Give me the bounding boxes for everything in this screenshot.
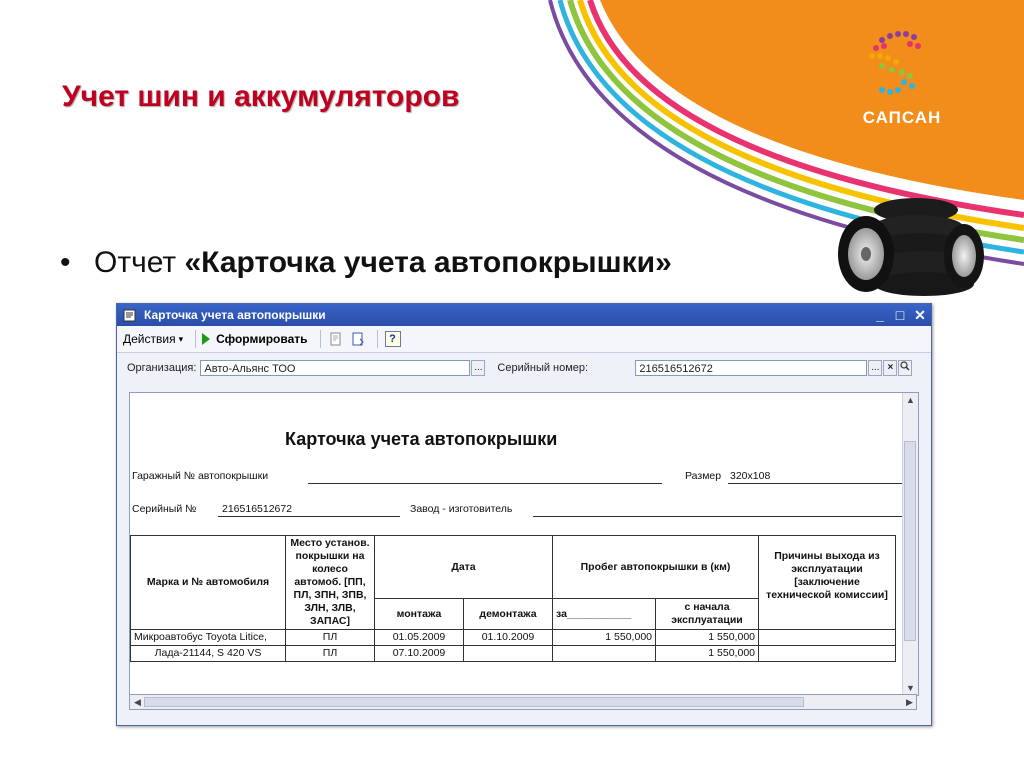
row-mount: 07.10.2009	[375, 646, 464, 662]
vertical-scrollbar[interactable]	[902, 393, 918, 695]
report-window	[116, 303, 932, 726]
toolbar-divider	[377, 330, 378, 348]
bullet-marker: •	[60, 246, 71, 279]
logo-text: САПСАН	[862, 108, 942, 127]
window-titlebar[interactable]	[117, 304, 931, 326]
serial-number-label: Серийный номер:	[497, 362, 589, 374]
header-date: Дата	[375, 536, 553, 599]
vertical-scroll-thumb[interactable]	[904, 441, 916, 641]
row-car: Лада-21144, S 420 VS	[131, 646, 286, 662]
horizontal-scroll-thumb[interactable]	[144, 697, 804, 707]
report-sheet[interactable]	[129, 392, 919, 696]
header-za: за___________	[553, 599, 656, 630]
serial-number-report-label: Серийный №	[132, 503, 197, 515]
maximize-button[interactable]: □	[895, 307, 905, 323]
horizontal-scrollbar[interactable]	[129, 694, 917, 710]
actions-menu-label: Действия	[123, 332, 176, 346]
minimize-button[interactable]: _	[876, 307, 884, 323]
generate-button[interactable]	[202, 332, 307, 346]
row-since: 1 550,000	[656, 646, 759, 662]
chevron-down-icon: ▾	[178, 333, 184, 344]
garage-number-line	[308, 483, 662, 484]
logo-dots-icon	[852, 20, 952, 110]
size-line	[728, 483, 902, 484]
header-reasons: Причины выхода из эксплуатации [заключение технической комиссии]	[759, 536, 896, 630]
manufacturer-label: Завод - изготовитель	[410, 503, 513, 515]
play-icon	[202, 333, 210, 345]
close-button[interactable]: ✕	[914, 307, 926, 323]
generate-button-label: Сформировать	[216, 332, 308, 346]
bullet-prefix: Отчет	[94, 246, 177, 279]
search-icon[interactable]	[898, 360, 912, 376]
table-row	[131, 630, 896, 646]
size-label: Размер	[685, 470, 722, 482]
row-place: ПЛ	[286, 646, 375, 662]
serial-number-report-value: 216516512672	[222, 503, 293, 515]
row-mount: 01.05.2009	[375, 630, 464, 646]
scroll-left-icon[interactable]: ◀	[134, 697, 141, 707]
manufacturer-line	[533, 516, 902, 517]
organization-select-button[interactable]: ...	[471, 360, 485, 376]
header-place: Место установ. покрышки на колесо автомоб. [ПП, ПЛ, ЗПН, ЗПВ, ЗЛН, ЗЛВ, ЗАПАС]	[286, 536, 375, 630]
serial-number-select-button[interactable]: ...	[868, 360, 882, 376]
sapsan-logo	[852, 20, 952, 130]
toolbar	[117, 326, 931, 353]
garage-number-label: Гаражный № автопокрышки	[132, 470, 269, 482]
parameters-bar	[117, 353, 931, 383]
toolbar-divider	[320, 330, 321, 348]
scroll-down-icon[interactable]: ▼	[906, 683, 915, 693]
restore-settings-icon[interactable]	[349, 330, 367, 348]
toolbar-divider	[195, 330, 196, 348]
size-value: 320х108	[730, 470, 771, 482]
serial-number-line	[218, 516, 400, 517]
row-reason	[759, 646, 896, 662]
row-place: ПЛ	[286, 630, 375, 646]
row-since: 1 550,000	[656, 630, 759, 646]
clear-icon[interactable]: ×	[883, 360, 897, 376]
scroll-up-icon[interactable]: ▲	[906, 395, 915, 405]
bullet-item	[60, 246, 672, 280]
tires-stack-image	[836, 192, 986, 297]
header-mileage: Пробег автопокрышки в (км)	[553, 536, 759, 599]
save-settings-icon[interactable]	[327, 330, 345, 348]
header-since: с начала эксплуатации	[656, 599, 759, 630]
tire-history-table	[130, 535, 896, 662]
bullet-report-name: «Карточка учета автопокрышки»	[184, 246, 672, 279]
row-dismount	[464, 646, 553, 662]
organization-label: Организация:	[127, 362, 197, 374]
serial-number-field[interactable]: 216516512672	[635, 360, 867, 376]
help-icon: ?	[385, 331, 401, 347]
header-dismount: демонтажа	[464, 599, 553, 630]
row-reason	[759, 630, 896, 646]
scroll-right-icon[interactable]: ▶	[906, 697, 913, 707]
row-dismount: 01.10.2009	[464, 630, 553, 646]
organization-field[interactable]: Авто-Альянс ТОО	[200, 360, 470, 376]
report-icon	[123, 309, 136, 322]
header-car: Марка и № автомобиля	[131, 536, 286, 630]
table-row	[131, 646, 896, 662]
row-car: Микроавтобус Toyota Litice,	[131, 630, 286, 646]
help-button[interactable]	[384, 330, 402, 348]
window-title: Карточка учета автопокрышки	[144, 308, 326, 322]
actions-menu[interactable]	[123, 332, 183, 346]
row-za: 1 550,000	[553, 630, 656, 646]
header-mount: монтажа	[375, 599, 464, 630]
slide-title: Учет шин и аккумуляторов	[62, 80, 460, 113]
report-title: Карточка учета автопокрышки	[285, 429, 558, 449]
row-za	[553, 646, 656, 662]
